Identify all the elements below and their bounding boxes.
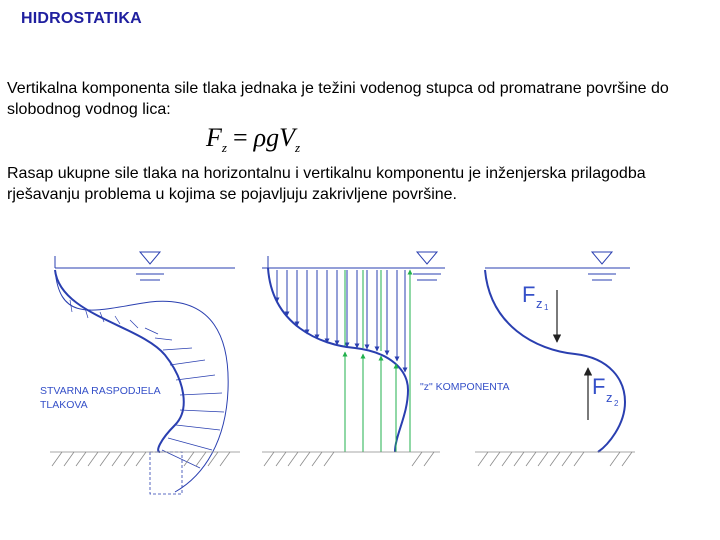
curved-wall-right xyxy=(485,270,625,452)
force-components-figure xyxy=(475,252,635,466)
decomposition-text: Rasap ukupne sile tlaka na horizontalnu i vertikalnu komponentu je inženjerska prilagodba rješavanju problema u kojima se pojavljuju zakrivljene površine. xyxy=(7,165,646,203)
water-surface-symbol-left xyxy=(132,252,168,280)
green-verticals-top xyxy=(345,270,381,351)
page-title: HIDROSTATIKA xyxy=(21,10,142,27)
fz2-index: 2 xyxy=(614,399,619,408)
vertical-force-formula xyxy=(206,123,300,156)
water-surface-symbol-right xyxy=(584,252,620,280)
ground-hatch-middle xyxy=(262,452,440,466)
water-surface-symbol-middle xyxy=(409,252,445,280)
pressure-hatch-left xyxy=(70,300,224,468)
dashed-base-left xyxy=(150,452,182,494)
fz2-subscript: z xyxy=(606,390,613,405)
fz1-label: F xyxy=(522,282,536,307)
fz1-subscript: z xyxy=(536,296,543,311)
real-distribution-label-line2: TLAKOVA xyxy=(40,399,88,411)
z-component-label: "z" KOMPONENTA xyxy=(420,381,510,393)
ground-hatch-right xyxy=(475,452,635,466)
formula-f-subscript: z xyxy=(221,140,227,155)
formula-f: F xyxy=(206,123,222,152)
z-component-figure xyxy=(262,252,510,466)
formula-equals: = xyxy=(232,123,248,152)
vertical-component-text: Vertikalna komponenta sile tlaka jednaka je težini vodenog stupca od promatrane površine do slobodnog vodnog lica: xyxy=(7,80,669,118)
fz2-label: F xyxy=(592,374,606,399)
fz1-index: 1 xyxy=(544,303,549,312)
formula-g: g xyxy=(266,123,280,152)
formula-v-subscript: z xyxy=(295,140,301,155)
real-distribution-label-line1: STVARNA RASPODJELA xyxy=(40,385,161,397)
formula-v: V xyxy=(279,123,295,152)
real-pressure-distribution-figure xyxy=(40,252,240,494)
formula-rho: ρ xyxy=(253,123,267,152)
pressure-figures xyxy=(0,230,720,540)
curved-wall-left xyxy=(55,270,184,452)
